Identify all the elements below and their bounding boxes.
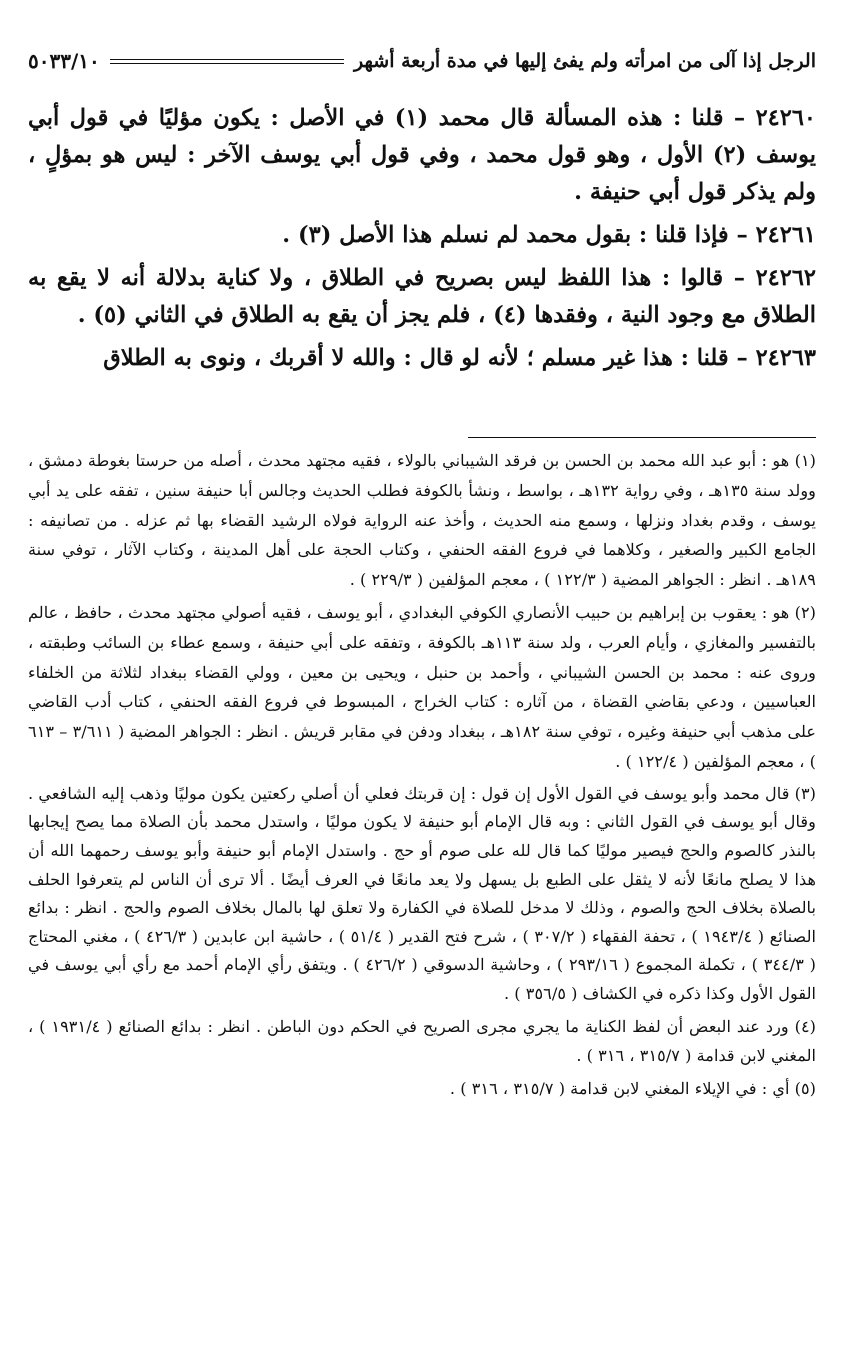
footnotes [28,446,816,1107]
page-number: ٥٠٣٣/١٠ [28,49,100,73]
paragraph-24261: ٢٤٢٦١ – فإذا قلنا : بقول محمد لم نسلم هذا الأصل (٣) . [282,222,816,248]
footnote-2: (٢) هو : يعقوب بن إبراهيم بن حبيب الأنصاري الكوفي البغدادي ، أبو يوسف ، فقيه أصولي مجتهد محدث ، حافظ ، عالم بالتفسير والمغازي ، وأيام العرب ، ولد سنة ١١٣هـ بالكوفة ، وتفقه على أبي حنيفة ، وسمع عطاء بن السائب وطبقته ، وروى عنه : محمد بن الحسن الشيباني ، وأحمد بن حنبل ، ويحيى بن معين ، وولي القضاء ببغداد لثلاثة من الخلفاء العباسيين ، ودعي بقاضي القضاة ، من آثاره : كتاب الخراج ، المبسوط في فروع الفقه الحنفي ، كتاب أدب القاضي على مذهب أبي حنيفة وغيره ، توفي سنة ١٨٢هـ ، ببغداد ودفن في مقابر قريش . انظر : الجواهر المضية ( ٣/٦١١ – ٦١٣ ) ، معجم المؤلفين ( ١٢٢/٤ ) . [28,602,816,771]
footnote-1: (١) هو : أبو عبد الله محمد بن الحسن بن فرقد الشيباني بالولاء ، فقيه مجتهد محدث ، أصله من حرستا بغوطة دمشق ، وولد سنة ١٣٥هـ ، وفي رواية ١٣٢هـ ، بواسط ، ونشأ بالكوفة فطلب الحديث وجالس أبا حنيفة سنين ، تفقه على يد أبي يوسف ، وقدم بغداد ونزلها ، وسمع منه الحديث ، وأخذ عنه الرواية فولاه الرشيد القضاء بها ثم عزله . من تصانيفه : الجامع الكبير والصغير ، وكلاهما في فروع الفقه الحنفي ، وكتاب الحجة على أهل المدينة ، وكتاب الآثار ، توفي سنة ١٨٩هـ . انظر : الجواهر المضية ( ١٢٢/٣ ) ، معجم المؤلفين ( ٢٢٩/٣ ) . [28,451,816,590]
header-rule [110,59,344,64]
footnote-4: (٤) ورد عند البعض أن لفظ الكناية ما يجري مجرى الصريح في الحكم دون الباطن . انظر : بدائع الصنائع ( ١٩٣١/٤ ) ، المغني لابن قدامة ( ٣١٥/٧ ، ٣١٦ ) . [28,1016,816,1066]
main-text [28,100,816,383]
paragraph-24263: ٢٤٢٦٣ – قلنا : هذا غير مسلم ؛ لأنه لو قال : والله لا أقربك ، ونوى به الطلاق [103,345,816,371]
footnote-3: (٣) قال محمد وأبو يوسف في القول الأول إن قول : إن قربتك فعلي أن أصلي ركعتين يكون موليًا وذهب إليه الشافعي . وقال أبو يوسف في القول الثاني : وبه قال الإمام أبو حنيفة لا يكون موليًا ، واستدل محمد بأن الصلاة مما يصح إيجابها بالنذر كالصوم والحج فيصير موليًا كما قال لله على صوم أو حج . واستدل الإمام أبو حنيفة وأبو يوسف رحمهما الله أن هذا لا يصلح مانعًا لأنه لا يثقل على الطبع بل يسهل ولا يعد مانعًا في العرف أيضًا . ألا ترى أن الناس لم يتعرفوا الحلف بالصلاة بخلاف الحج والصوم ، وذلك لا مدخل للصلاة في الكفارة ولا تعلق لها بالمال بخلاف الصوم والحج . انظر : بدائع الصنائع ( ١٩٤٣/٤ ) ، تحفة الفقهاء ( ٣٠٧/٢ ) ، شرح فتح القدير ( ٥١/٤ ) ، حاشية ابن عابدين ( ٤٢٦/٣ ) ، مغني المحتاج ( ٣٤٤/٣ ) ، تكملة المجموع ( ٢٩٣/١٦ ) ، وحاشية الدسوقي ( ٤٢٦/٢ ) . ويتفق رأي الإمام أحمد مع رأي أبي يوسف في القول الأول وكذا ذكره في الكشاف ( ٣٥٦/٥ ) . [28,783,817,1003]
running-title: الرجل إذا آلى من امرأته ولم يفئ إليها في مدة أربعة أشهر [354,50,816,72]
footnote-separator [468,437,816,438]
footnote-5: (٥) أي : في الإيلاء المغني لابن قدامة ( ٣١٥/٧ ، ٣١٦ ) . [449,1079,816,1099]
running-header [28,44,816,78]
paragraph-24260: ٢٤٢٦٠ – قلنا : هذه المسألة قال محمد (١) في الأصل : يكون مؤليًا في قول أبي يوسف (٢) الأول ، وهو قول محمد ، وفي قول أبي يوسف الآخر : ليس هو بمؤلٍ ، ولم يذكر قول أبي حنيفة . [28,105,816,205]
paragraph-24262: ٢٤٢٦٢ – قالوا : هذا اللفظ ليس بصريح في الطلاق ، ولا كناية بدلالة أنه لا يقع به الطلاق مع وجود النية ، وفقدها (٤) ، فلم يجز أن يقع به الطلاق في الثاني (٥) . [28,265,816,328]
